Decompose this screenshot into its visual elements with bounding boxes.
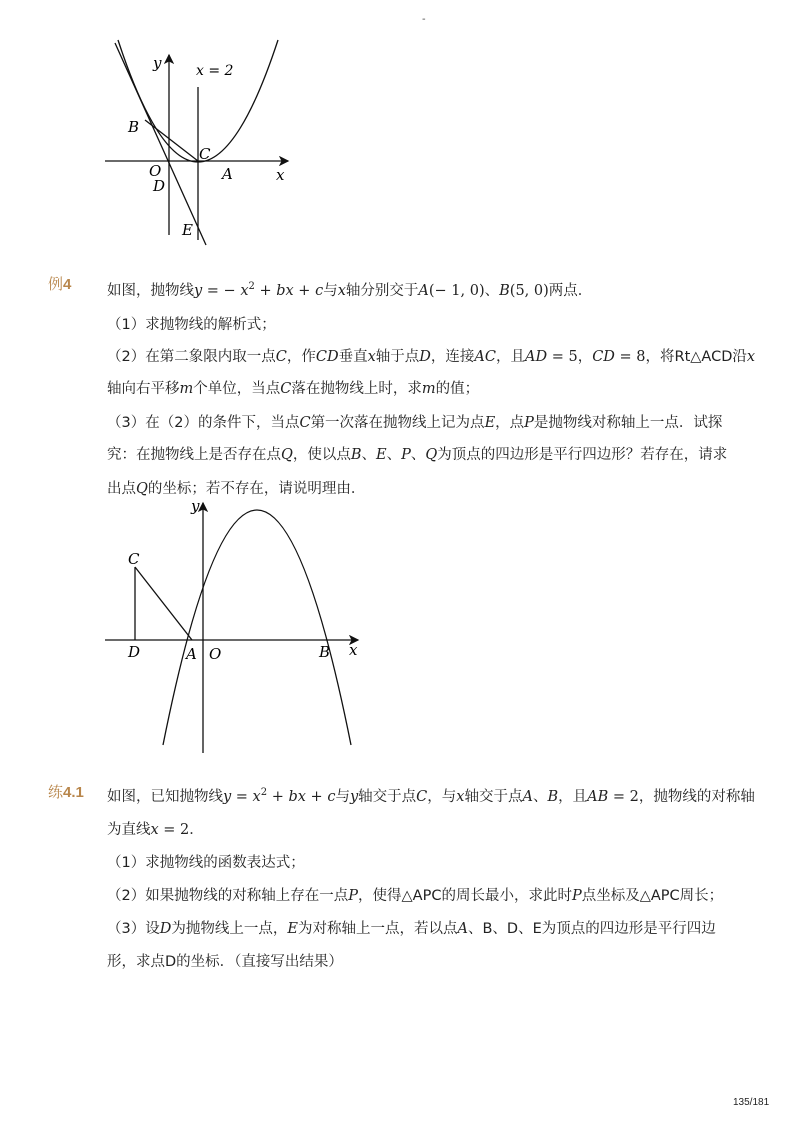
practice-4-1-tag: 练4.1 xyxy=(48,783,84,801)
example-4-line-6: 究：在抛物线上是否存在点Q，使以点B、E、P、Q为顶点的四边形是平行四边形？若存在，请求 xyxy=(107,447,728,463)
segment-bc xyxy=(145,120,198,161)
label-d: D xyxy=(153,177,166,195)
example-4-line-3: （2）在第二象限内取一点C，作CD垂直x轴于点D，连接AC，且AD = 5，CD = 8，将Rt△ACD沿x xyxy=(107,349,756,365)
label-y: y xyxy=(153,54,162,72)
label-a: A xyxy=(222,165,233,183)
practice-4-1-line-6: 形，求点D的坐标．（直接写出结果） xyxy=(107,954,343,970)
example-4-line-4: 轴向右平移m个单位，当点C落在抛物线上时，求m的值； xyxy=(107,381,480,397)
label-d: D xyxy=(128,643,141,661)
label-o: O xyxy=(149,162,162,180)
practice-4-1-line-1: 如图，已知抛物线$y = x^2$ + bx + c与y轴交于点C，与x轴交于点A、B，且AB = 2，抛物线的对称轴 xyxy=(107,787,755,805)
label-a: A xyxy=(186,645,197,663)
label-e: E xyxy=(182,221,193,239)
example-4-line-7: 出点Q的坐标；若不存在，请说明理由． xyxy=(107,481,366,497)
label-x: x xyxy=(349,641,358,659)
practice-4-1-line-5: （3）设D为抛物线上一点，E为对称轴上一点，若以点A、B、D、E为顶点的四边形是平行四边 xyxy=(107,921,716,937)
label-o: O xyxy=(209,645,222,663)
header-mark: - xyxy=(422,14,426,25)
label-x: x xyxy=(276,166,285,184)
label-b: B xyxy=(128,118,140,136)
parabola-curve xyxy=(163,510,351,745)
label-c: C xyxy=(128,550,140,568)
page-number: 135/181 xyxy=(733,1097,770,1108)
segment-ca xyxy=(135,567,192,640)
figure-2-parabola-diagram xyxy=(100,495,370,760)
figure-1-parabola-diagram xyxy=(100,35,300,250)
label-c: C xyxy=(199,145,211,163)
practice-4-1-line-2: 为直线x = 2． xyxy=(107,822,204,838)
example-4-line-2: （1）求抛物线的解析式； xyxy=(107,317,276,333)
example-4-tag: 例4 xyxy=(48,275,72,293)
label-x-eq: x = 2 xyxy=(196,63,234,79)
practice-4-1-line-3: （1）求抛物线的函数表达式； xyxy=(107,855,305,871)
example-4-line-5: （3）在（2）的条件下，当点C第一次落在抛物线上记为点E，点P是抛物线对称轴上一点．试探 xyxy=(107,415,723,431)
label-b: B xyxy=(319,643,331,661)
line-be xyxy=(115,43,206,245)
example-4-line-1: 如图，抛物线y = − $x^2$ + bx + c与x轴分别交于A(− 1, 0)、B(5, 0)两点． xyxy=(107,281,593,299)
practice-4-1-line-4: （2）如果抛物线的对称轴上存在一点P，使得△APC的周长最小，求此时P点坐标及△APC周长； xyxy=(107,888,724,904)
label-y: y xyxy=(191,497,200,515)
